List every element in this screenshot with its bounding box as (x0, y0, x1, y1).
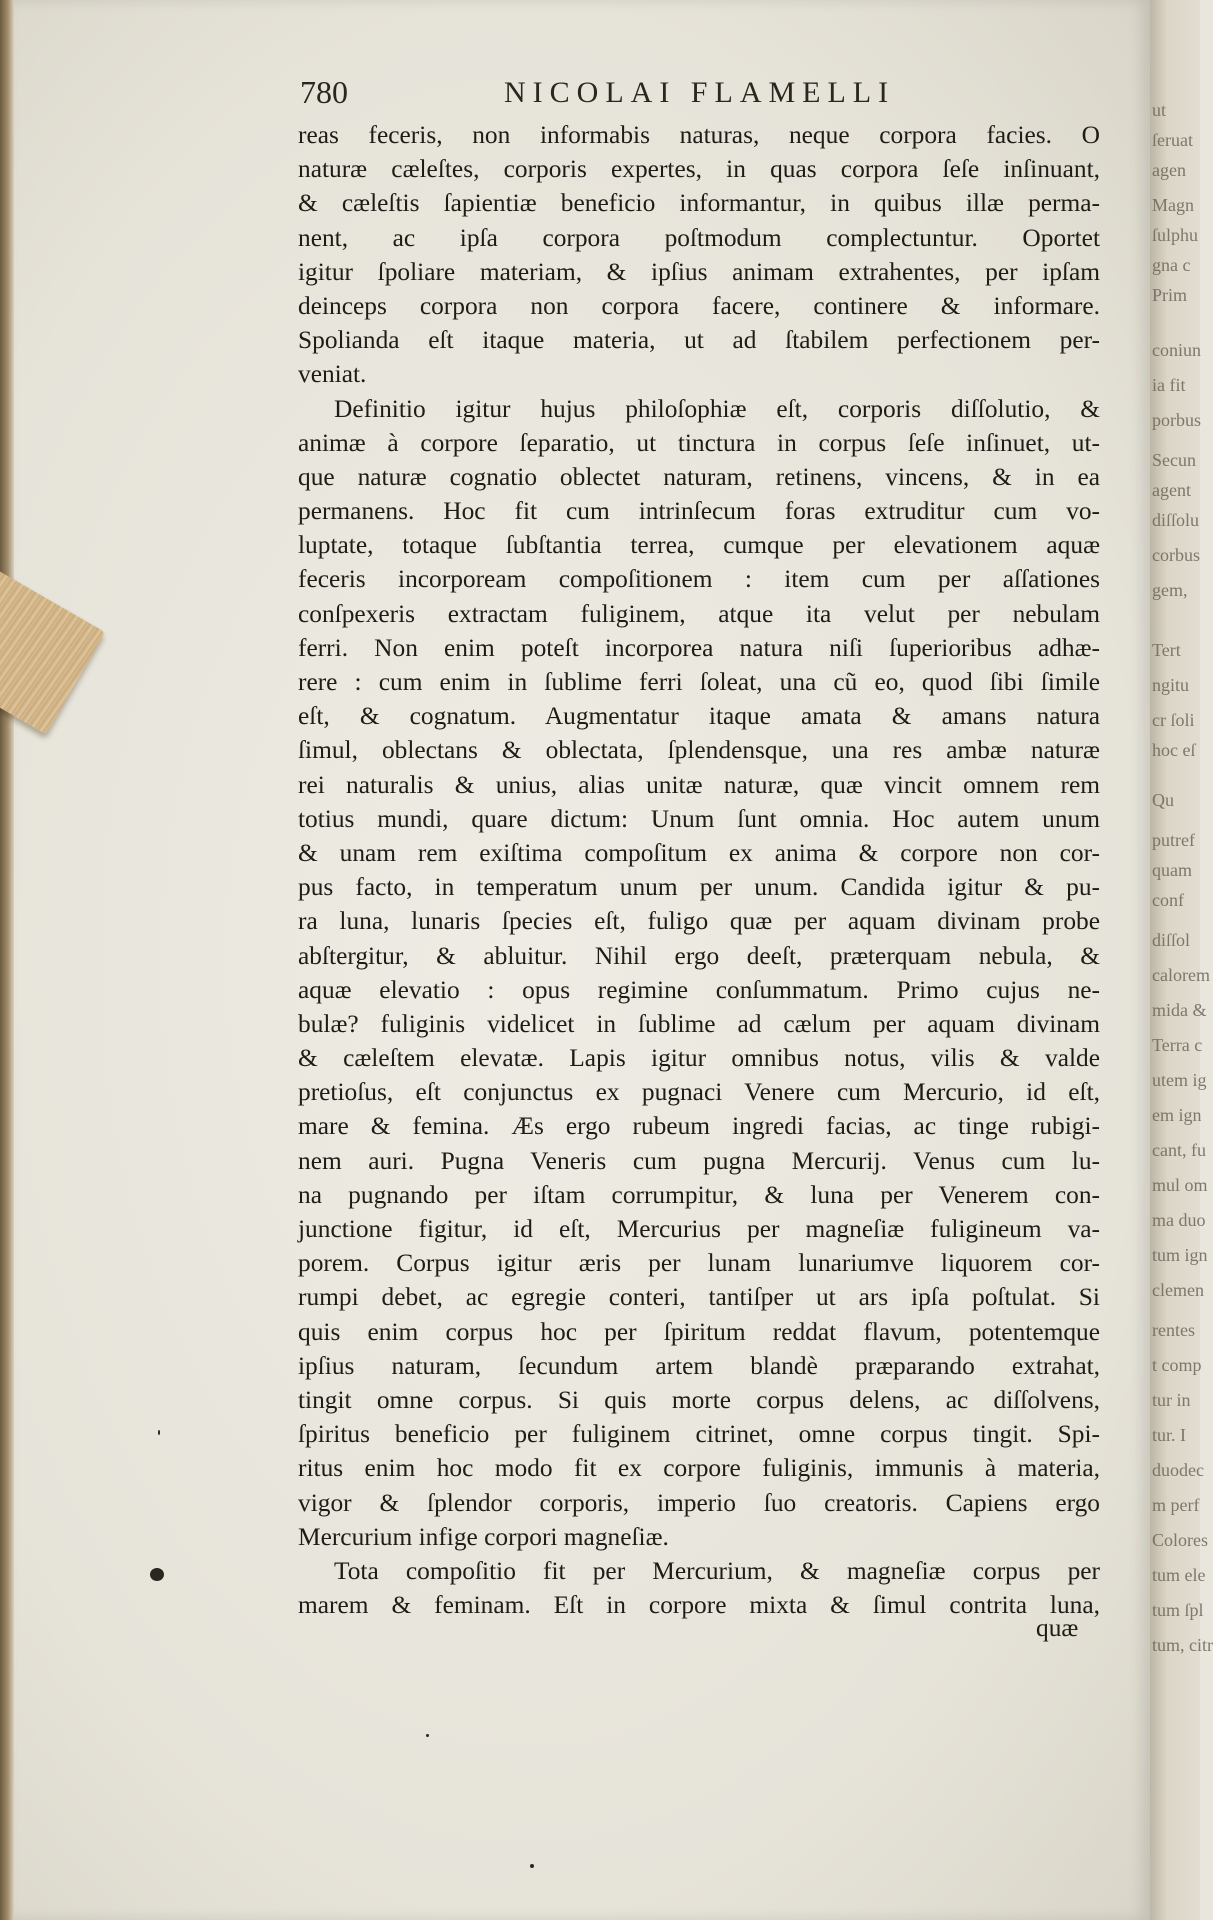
book-spine (0, 0, 14, 1920)
facing-page-fragment: diſſol (1152, 930, 1191, 950)
text-line: ferri. Non enim poteſt incorporea natura niſi ſuperioribus adhæ- (298, 633, 1100, 662)
text-line: pus facto, in temperatum unum per unum. Candida igitur & pu- (298, 873, 1100, 902)
text-line: bulæ? fuliginis videlicet in ſublime ad cælum per aquam divinam (298, 1009, 1100, 1038)
text-line: na pugnando per iſtam corrumpitur, & luna per Venerem con- (298, 1180, 1100, 1209)
facing-page-fragment: ma duo (1152, 1210, 1206, 1230)
text-line: Spolianda eſt itaque materia, ut ad ſtabilem perfectionem per- (298, 326, 1100, 355)
text-line: feceris incorpoream compoſitionem : item cum per aſſationes (298, 565, 1100, 594)
facing-page-fragment: ut (1152, 100, 1167, 120)
text-line: ritus enim hoc modo fit ex corpore fuliginis, immunis à materia, (298, 1454, 1100, 1483)
facing-page-edge (1150, 0, 1213, 1920)
text-line: naturæ cæleſtes, corporis expertes, in quas corpora ſeſe inſinuant, (298, 155, 1100, 184)
text-line: porem. Corpus igitur æris per lunam lunariumve liquorem cor- (298, 1249, 1100, 1278)
text-line: rere : cum enim in ſublime ferri ſoleat, una cũ eo, quod ſibi ſimile (298, 668, 1100, 696)
text-line: junctione figitur, id eſt, Mercurius per magneſiæ fuligineum va- (298, 1215, 1100, 1243)
text-line: ra luna, lunaris ſpecies eſt, fuligo quæ per aquam divinam probe (298, 907, 1100, 936)
facing-page-fragment: diſſolu (1152, 510, 1200, 530)
facing-page-fragment: Secun (1152, 450, 1196, 470)
text-line: ipſius naturam, ſecundum artem blandè præparando extrahat, (298, 1351, 1100, 1380)
text-line: & unam rem exiſtima compoſitum ex anima & corpore non cor- (298, 838, 1100, 867)
text-line: ſpiritus beneficio per fuliginem citrinet, omne corpus tingit. Spi- (298, 1420, 1100, 1449)
facing-page-fragment: tum ele (1152, 1565, 1206, 1585)
facing-page-fragment: rentes (1152, 1320, 1195, 1340)
text-line: quis enim corpus hoc per ſpiritum reddat flavum, potentemque (298, 1317, 1100, 1346)
text-line: reas feceris, non informabis naturas, neque corpora facies. O (298, 121, 1100, 149)
text-line: animæ à corpore ſeparatio, ut tinctura in corpus ſeſe inſinuet, ut- (298, 428, 1100, 457)
facing-page-fragment: em ign (1152, 1105, 1202, 1125)
facing-page-fragment: tum ſpl (1152, 1600, 1204, 1620)
facing-page-fragment: duodec (1152, 1460, 1204, 1480)
text-line: totius mundi, quare dictum: Unum ſunt omnia. Hoc autem unum (298, 804, 1100, 833)
facing-page-fragment: cant, fu (1152, 1140, 1206, 1160)
text-line: rei naturalis & unius, alias unitæ naturæ, quæ vincit omnem rem (298, 770, 1100, 799)
facing-page-fragment: putref (1152, 830, 1195, 850)
facing-page-fragment: conf (1152, 890, 1184, 910)
facing-page-fragment: Prim (1152, 285, 1188, 305)
facing-page-fragment: mul om (1152, 1175, 1208, 1195)
text-line: mare & femina. Æs ergo rubeum ingredi facias, ac tinge rubigi- (298, 1112, 1100, 1141)
facing-page-fragment: coniun (1152, 340, 1201, 360)
text-line: conſpexeris extractam fuliginem, atque ita velut per nebulam (298, 599, 1100, 628)
text-line: tingit omne corpus. Si quis morte corpus delens, ac diſſolvens, (298, 1385, 1100, 1414)
facing-page-fragment: t comp (1152, 1355, 1202, 1375)
text-line: deinceps corpora non corpora facere, continere & informare. (298, 291, 1100, 320)
facing-page-fragment: hoc eſ (1152, 740, 1196, 760)
text-line: aquæ elevatio : opus regimine conſummatum. Primo cujus ne- (298, 975, 1100, 1004)
facing-page-fragment: m perf (1152, 1495, 1200, 1515)
facing-page-fragment: tur in (1152, 1390, 1191, 1410)
facing-page-fragment: tur. I (1152, 1425, 1186, 1445)
facing-page-fragment: Tert (1152, 640, 1181, 660)
catchword: quæ (1036, 1614, 1079, 1642)
text-line: abſtergitur, & abluitur. Nihil ergo deeſt, præterquam nebula, & (298, 941, 1100, 970)
facing-page-fragment: quam (1152, 860, 1192, 880)
facing-page-fragment: mida & (1152, 1000, 1207, 1020)
page-number: 780 (300, 74, 348, 110)
facing-page-fragment: porbus (1152, 410, 1201, 430)
facing-page-fragment: cr ſoli (1152, 710, 1195, 730)
text-line: veniat. (298, 360, 367, 389)
text-line: & cæleſtem elevatæ. Lapis igitur omnibus notus, vilis & valde (298, 1044, 1100, 1073)
text-line: que naturæ cognatio oblectet naturam, retinens, vincens, & in ea (298, 462, 1100, 491)
text-line: nent, ac ipſa corpora poſtmodum complectuntur. Oportet (298, 223, 1100, 252)
text-line: permanens. Hoc fit cum intrinſecum foras extruditur cum vo- (298, 497, 1100, 526)
text-line: igitur ſpoliare materiam, & ipſius animam extrahentes, per ipſam (298, 257, 1100, 286)
running-head: NICOLAI FLAMELLI (504, 76, 896, 109)
facing-page-fragment: Qu (1152, 790, 1174, 810)
facing-page-fragment: ia fit (1152, 375, 1186, 395)
facing-page-fragment: clemen (1152, 1280, 1204, 1300)
facing-page-fragment: tum, citr (1152, 1635, 1213, 1655)
text-line: Definitio igitur hujus philoſophiæ eſt, corporis diſſolutio, & (334, 394, 1100, 423)
facing-page-fragment: gna c (1152, 255, 1191, 275)
text-line: ſimul, oblectans & oblectata, ſplendensque, una res ambæ naturæ (298, 736, 1100, 765)
facing-page-fragment: calorem (1152, 965, 1210, 985)
facing-page-fragment: Magn (1152, 195, 1194, 215)
facing-page-fragment: Colores (1152, 1530, 1208, 1550)
facing-page-fragment: agen (1152, 160, 1186, 180)
facing-page-fragment: agent (1152, 480, 1191, 500)
facing-page-fragment: utem ig (1152, 1070, 1207, 1090)
body-text (298, 118, 1100, 1622)
facing-page-fragment: ngitu (1152, 675, 1190, 695)
text-line: marem & feminam. Eſt in corpore mixta & ſimul contrita luna, (298, 1591, 1100, 1620)
facing-page-fragment: Terra c (1152, 1035, 1203, 1055)
page-header (300, 74, 1100, 118)
text-line: Mercurium infige corpori magneſiæ. (298, 1522, 669, 1551)
facing-page-fragment: ſulphu (1152, 225, 1199, 245)
text-line: & cæleſtis ſapientiæ beneficio informantur, in quibus illæ perma- (298, 189, 1100, 218)
facing-page-fragment: tum ign (1152, 1245, 1208, 1265)
text-line: vigor & ſplendor corporis, imperio ſuo creatoris. Capiens ergo (298, 1488, 1100, 1517)
text-line: nem auri. Pugna Veneris cum pugna Mercurij. Venus cum lu- (298, 1146, 1100, 1175)
text-line: pretioſus, eſt conjunctus ex pugnaci Venere cum Mercurio, id eſt, (298, 1078, 1100, 1107)
facing-page-fragment: gem, (1152, 580, 1188, 600)
text-line: rumpi debet, ac egregie conteri, tantiſper ut ars ipſa poſtulat. Si (298, 1283, 1100, 1312)
text-line: Tota compoſitio fit per Mercurium, & magneſiæ corpus per (334, 1556, 1100, 1585)
facing-page-fragment: corbus (1152, 545, 1200, 565)
facing-page-fragment: ſeruat (1152, 130, 1193, 150)
text-line: eſt, & cognatum. Augmentatur itaque amata & amans natura (298, 702, 1100, 731)
text-line: luptate, totaque ſubſtantia terrea, cumque per elevationem aquæ (298, 531, 1100, 560)
